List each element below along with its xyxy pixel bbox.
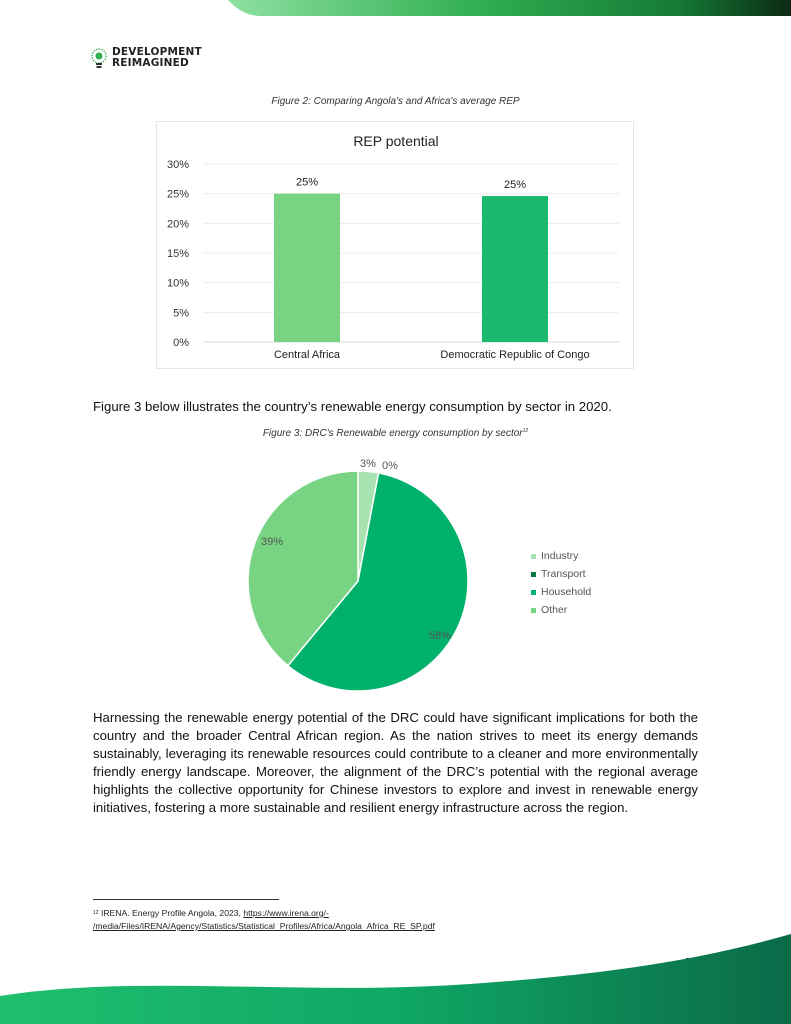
renewable-consumption-pie-chart xyxy=(240,448,500,698)
pie-data-label: 3% xyxy=(360,458,376,470)
y-tick-label: 20% xyxy=(166,218,189,231)
bar-data-label: 25% xyxy=(503,179,527,192)
y-tick-label: 30% xyxy=(166,159,189,171)
figure-3-intro-text: Figure 3 below illustrates the country’s renewable energy consumption by sector in 2020. xyxy=(93,399,612,414)
footnote-text: IRENA. Energy Profile Angola, 2023, xyxy=(98,908,244,918)
bar xyxy=(482,196,548,342)
legend-item xyxy=(531,583,651,601)
body-paragraph: Harnessing the renewable energy potential of the DRC could have significant implications for both the country and the broader Central African region. As the nation strives to meet its energy demands sustainably, leveraging its renewable resources could contribute to a cleaner and more environmentally friendly energy landscape. Moreover, the alignment of the DRC’s potential with the regional average highlights the collective opportunity for Chinese investors to explore and invest in renewable energy initiatives, fostering a more sustainable and resilient energy infrastructure across the region. xyxy=(93,710,698,815)
figure-3-caption-ref: 12 xyxy=(522,428,529,434)
chart-y-axis xyxy=(167,159,189,349)
legend-swatch xyxy=(531,572,536,577)
footer-decoration-wave xyxy=(0,900,791,1024)
legend-label: Transport xyxy=(541,568,586,580)
header-decoration-band xyxy=(0,0,791,20)
figure-2-caption: Figure 2: Comparing Angola's and Africa's average REP xyxy=(271,96,520,107)
x-tick-label: Democratic Republic of Congo xyxy=(440,349,590,361)
rep-potential-bar-chart xyxy=(156,121,634,369)
pie-data-label: 58% xyxy=(428,630,452,642)
y-tick-label: 10% xyxy=(166,277,189,290)
legend-swatch xyxy=(531,608,536,613)
legend-item xyxy=(531,601,651,619)
pie-legend xyxy=(531,547,651,619)
chart-title: REP potential xyxy=(353,133,439,149)
legend-label: Other xyxy=(541,604,568,616)
pie-slices xyxy=(248,471,468,691)
pie-data-label: 0% xyxy=(382,460,398,472)
footnote-link-part1[interactable]: https://www.irena.org/- xyxy=(243,908,329,918)
chart-gridlines xyxy=(203,164,619,342)
lightbulb-logo-icon xyxy=(90,48,108,70)
chart-data-labels xyxy=(296,177,526,191)
figure-3-caption-text: Figure 3: DRC's Renewable energy consumption by sector xyxy=(262,428,523,439)
y-tick-label: 15% xyxy=(166,248,189,260)
y-tick-label: 25% xyxy=(166,188,189,201)
x-tick-label: Central Africa xyxy=(273,349,341,361)
legend-item xyxy=(531,565,651,583)
footnote-link-part2[interactable]: /media/Files/IRENA/Agency/Statistics/Statistical_Profiles/Africa/Angola_Africa_RE_SP.pdf xyxy=(93,921,435,931)
bar-chart-canvas xyxy=(157,122,635,370)
legend-swatch xyxy=(531,554,536,559)
legend-label: Household xyxy=(541,586,592,598)
logo-text-line1: DEVELOPMENT xyxy=(112,46,202,58)
chart-bars xyxy=(274,194,548,342)
y-tick-label: 0% xyxy=(173,337,189,349)
logo-text-line2: REIMAGINED xyxy=(112,57,189,69)
bar-data-label: 25% xyxy=(295,176,319,189)
chart-x-axis xyxy=(274,349,590,361)
legend-label: Industry xyxy=(541,550,579,562)
legend-item xyxy=(531,547,651,565)
development-reimagined-logo xyxy=(90,46,200,72)
bar xyxy=(274,194,340,342)
legend-swatch xyxy=(531,590,536,595)
pie-data-label: 39% xyxy=(260,536,284,548)
figure-3-caption xyxy=(0,428,791,439)
footnote-ref-number: 12 xyxy=(93,910,99,916)
y-tick-label: 5% xyxy=(173,307,189,320)
